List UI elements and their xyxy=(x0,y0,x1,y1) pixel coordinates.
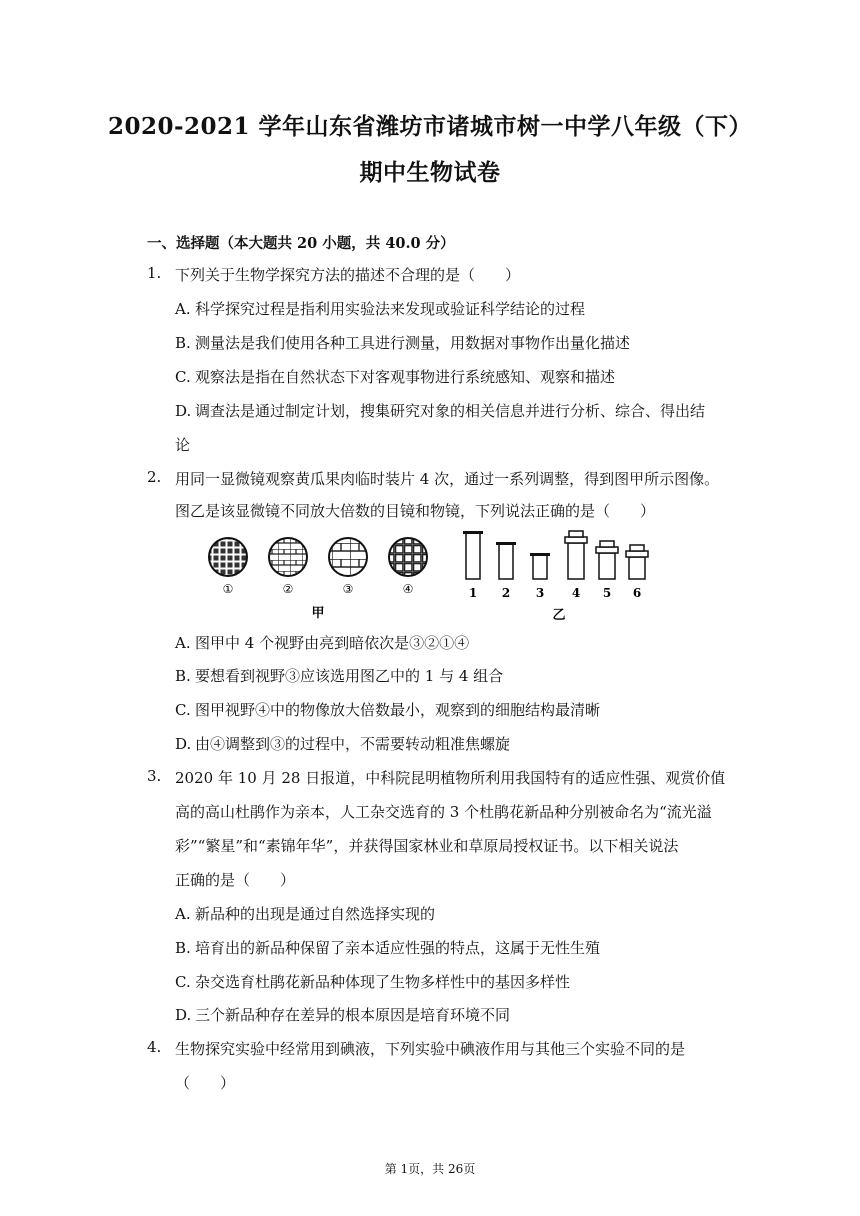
option-letter: A. xyxy=(175,634,191,652)
lens-label-2: 2 xyxy=(501,586,511,600)
lens-6 xyxy=(626,545,648,579)
lens-label-5: 5 xyxy=(602,586,612,600)
view-circle-1 xyxy=(209,538,247,576)
question-3-stem-line4: 正确的是（ ） xyxy=(175,871,296,889)
exam-title-line1: 2020-2021 学年山东省潍坊市诸城市树一中学八年级（下） xyxy=(107,113,753,140)
option-letter: D. xyxy=(175,1006,192,1024)
circle-label-3: ③ xyxy=(342,582,354,596)
question-1-option-c xyxy=(175,366,615,387)
exam-title-line2: 期中生物试卷 xyxy=(359,159,501,186)
question-2-option-b xyxy=(175,665,503,686)
lens-label-6: 6 xyxy=(632,586,642,600)
lens-1 xyxy=(463,531,483,579)
option-text: 调查法是通过制定计划，搜集研究对象的相关信息并进行分析、综合、得出结 xyxy=(195,402,706,420)
question-1-option-a xyxy=(175,298,585,319)
microscope-figure xyxy=(206,527,652,625)
circle-label-1: ① xyxy=(222,582,234,596)
option-text: 三个新品种存在差异的根本原因是培育环境不同 xyxy=(195,1006,511,1024)
option-text: 培育出的新品种保留了亲本适应性强的特点，这属于无性生殖 xyxy=(195,939,601,957)
figure-group-label-right: 乙 xyxy=(552,608,566,623)
question-3-option-b xyxy=(175,937,600,958)
option-text: 观察法是指在自然状态下对客观事物进行系统感知、观察和描述 xyxy=(195,368,616,386)
page-footer: 第 1页，共 26页 xyxy=(384,1162,476,1176)
question-1-option-d-continued: 论 xyxy=(175,436,191,454)
question-2-option-a xyxy=(175,632,469,653)
option-text: 图甲视野④中的物像放大倍数最小，观察到的细胞结构最清晰 xyxy=(195,701,601,719)
question-1-number: 1. xyxy=(147,264,162,282)
question-4-stem-line1: 生物探究实验中经常用到碘液，下列实验中碘液作用与其他三个实验不同的是 xyxy=(175,1040,686,1058)
option-letter: D. xyxy=(175,402,192,420)
lens-3 xyxy=(530,553,550,579)
lens-4 xyxy=(565,531,587,579)
question-3-option-c xyxy=(175,971,570,992)
option-letter: B. xyxy=(175,667,191,685)
question-3-option-d xyxy=(175,1004,510,1025)
lens-label-3: 3 xyxy=(535,586,545,600)
lens-5 xyxy=(596,541,618,579)
figure-group-label-left: 甲 xyxy=(311,606,325,621)
question-4-number: 4. xyxy=(147,1038,162,1056)
option-letter: C. xyxy=(175,973,191,991)
option-letter: D. xyxy=(175,735,192,753)
question-2-option-c xyxy=(175,699,600,720)
question-1-option-d xyxy=(175,400,705,421)
option-text: 由④调整到③的过程中，不需要转动粗准焦螺旋 xyxy=(195,735,511,753)
section-header: 一、选择题（本大题共 20 小题，共 40.0 分） xyxy=(147,235,455,252)
question-2-number: 2. xyxy=(147,468,162,486)
option-text: 科学探究过程是指利用实验法来发现或验证科学结论的过程 xyxy=(195,300,586,318)
circle-label-2: ② xyxy=(282,582,294,596)
question-3-option-a xyxy=(175,903,435,924)
option-letter: A. xyxy=(175,300,191,318)
question-3-stem-line3: 彩”“繁星”和“素锦年华”，并获得国家林业和草原局授权证书。以下相关说法 xyxy=(175,837,679,855)
question-3-stem-line2: 高的高山杜鹃作为亲本，人工杂交选育的 3 个杜鹃花新品种分别被命名为“流光溢 xyxy=(175,803,712,821)
option-text: 图甲中 4 个视野由亮到暗依次是③②①④ xyxy=(195,634,470,652)
view-circle-3 xyxy=(329,538,367,576)
option-letter: C. xyxy=(175,701,191,719)
view-circle-4 xyxy=(389,538,427,576)
lens-label-4: 4 xyxy=(571,586,581,600)
question-4-stem-line2: （ ） xyxy=(175,1074,236,1092)
option-letter: B. xyxy=(175,334,191,352)
circle-label-4: ④ xyxy=(402,582,414,596)
view-circle-2 xyxy=(269,538,307,576)
question-3-number: 3. xyxy=(147,767,162,785)
option-letter: A. xyxy=(175,905,191,923)
question-2-option-d xyxy=(175,733,510,754)
option-text: 杂交选育杜鹃花新品种体现了生物多样性中的基因多样性 xyxy=(195,973,571,991)
option-letter: C. xyxy=(175,368,191,386)
option-text: 新品种的出现是通过自然选择实现的 xyxy=(195,905,436,923)
question-2-stem-line1: 用同一显微镜观察黄瓜果肉临时装片 4 次，通过一系列调整，得到图甲所示图像。 xyxy=(175,470,720,488)
question-2-stem-line2: 图乙是该显微镜不同放大倍数的目镜和物镜，下列说法正确的是（ ） xyxy=(175,502,656,520)
lens-label-1: 1 xyxy=(468,586,478,600)
option-letter: B. xyxy=(175,939,191,957)
lens-2 xyxy=(496,542,516,579)
question-3-stem-line1: 2020 年 10 月 28 日报道，中科院昆明植物所利用我国特有的适应性强、观赏价值 xyxy=(175,769,726,787)
question-1-option-b xyxy=(175,332,630,353)
option-text: 测量法是我们使用各种工具进行测量，用数据对事物作出量化描述 xyxy=(195,334,631,352)
question-1-stem: 下列关于生物学探究方法的描述不合理的是（ ） xyxy=(175,266,521,284)
option-text: 要想看到视野③应该选用图乙中的 1 与 4 组合 xyxy=(195,667,504,685)
